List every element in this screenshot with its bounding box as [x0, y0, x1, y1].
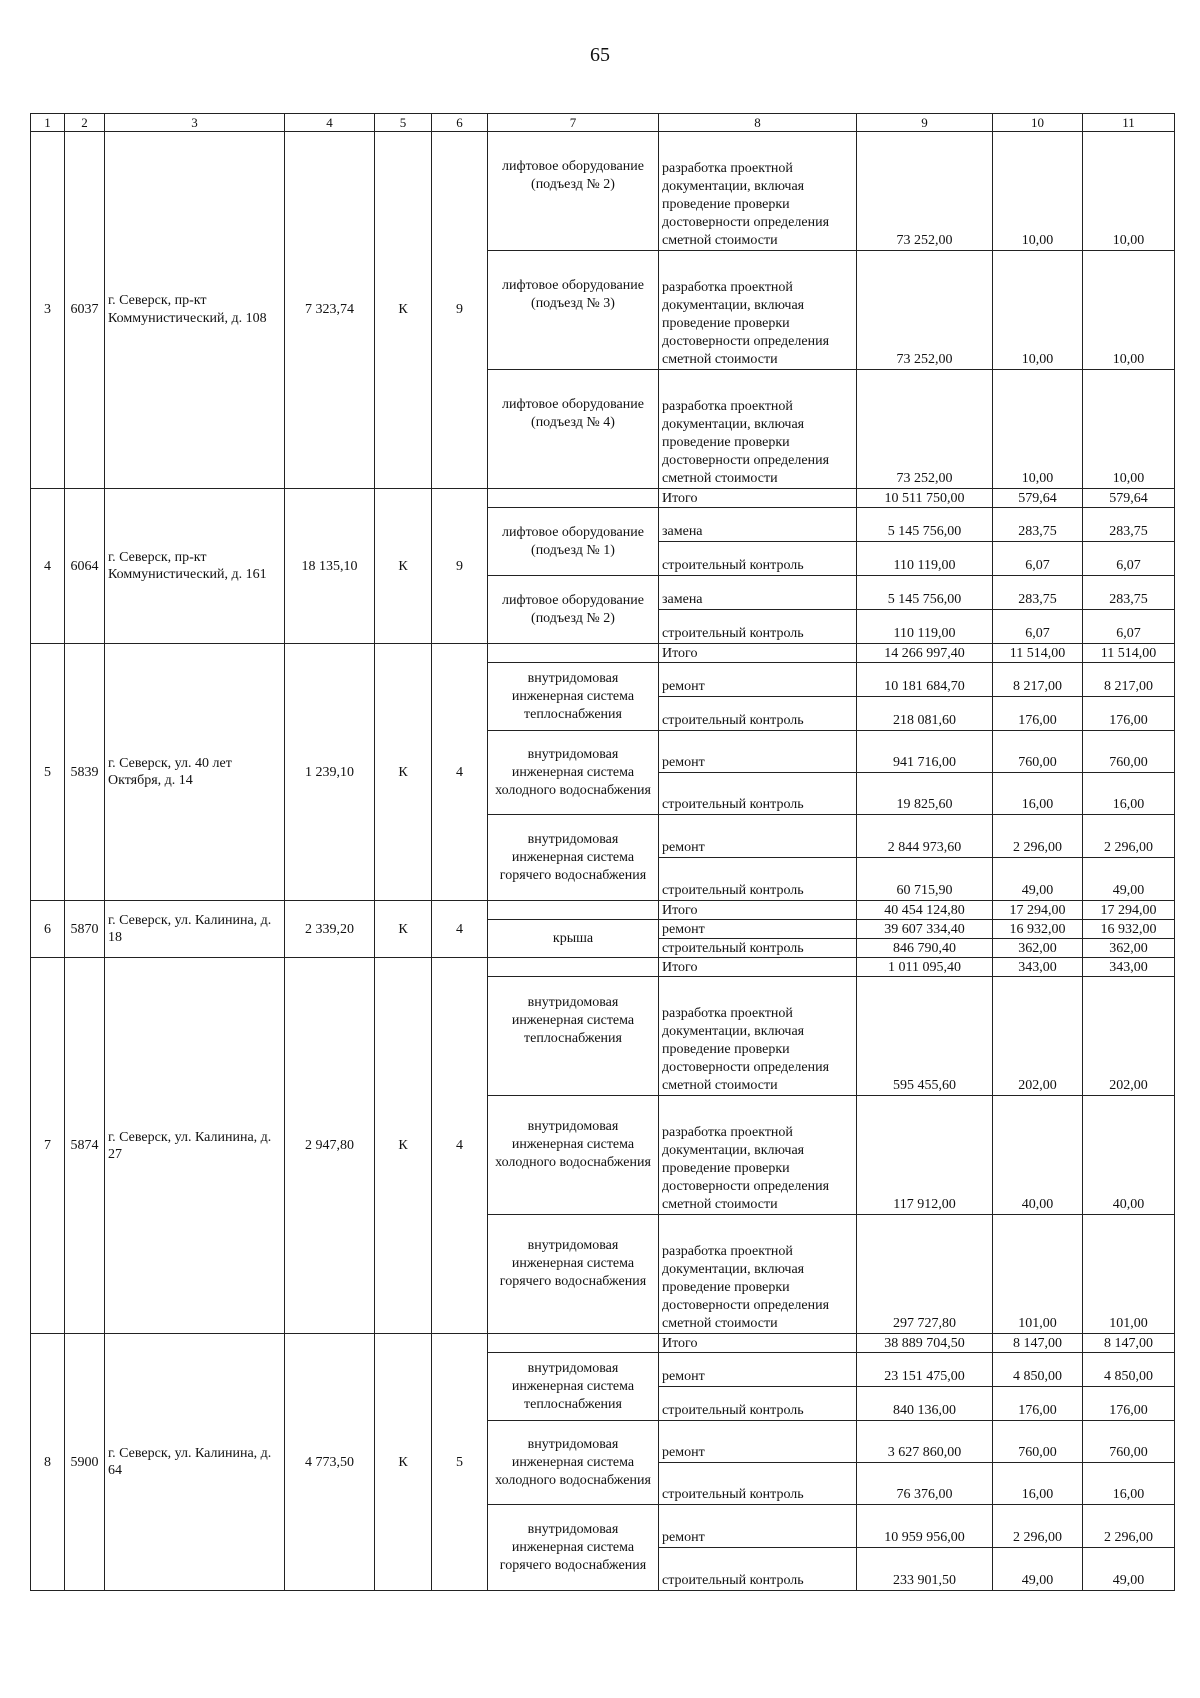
header-cell: 7	[488, 114, 659, 132]
value-11: 283,75	[1083, 576, 1175, 610]
value-10: 10,00	[993, 251, 1083, 370]
header-cell: 3	[105, 114, 285, 132]
work-type: замена	[659, 508, 857, 542]
work-type: разработка проектной документации, включая проведение проверки достоверности определения сметной стоимости	[659, 370, 857, 489]
element: внутридомовая инженерная система теплоснабжения	[488, 663, 659, 731]
cost: 110 119,00	[857, 610, 993, 644]
element: внутридомовая инженерная система теплоснабжения	[488, 1353, 659, 1421]
value-11: 16 932,00	[1083, 920, 1175, 939]
cost: 10 959 956,00	[857, 1505, 993, 1548]
area: 4 773,50	[285, 1334, 375, 1591]
row-number: 4	[31, 489, 65, 644]
value-10: 760,00	[993, 1421, 1083, 1463]
value-11: 2 296,00	[1083, 815, 1175, 858]
work-type: ремонт	[659, 1353, 857, 1387]
building-type: К	[375, 644, 432, 901]
value-10: 283,75	[993, 508, 1083, 542]
value-11: 760,00	[1083, 731, 1175, 773]
value-10: 49,00	[993, 858, 1083, 901]
total-value-11: 11 514,00	[1083, 644, 1175, 663]
cost: 218 081,60	[857, 697, 993, 731]
house-code: 5874	[65, 958, 105, 1334]
house-code: 6037	[65, 132, 105, 489]
value-11: 2 296,00	[1083, 1505, 1175, 1548]
cost: 23 151 475,00	[857, 1353, 993, 1387]
total-value-10: 8 147,00	[993, 1334, 1083, 1353]
floors: 9	[432, 489, 488, 644]
value-11: 176,00	[1083, 697, 1175, 731]
value-10: 101,00	[993, 1215, 1083, 1334]
value-10: 362,00	[993, 939, 1083, 958]
work-type: строительный контроль	[659, 1387, 857, 1421]
work-type: ремонт	[659, 1421, 857, 1463]
value-11: 10,00	[1083, 132, 1175, 251]
total-cost: 10 511 750,00	[857, 489, 993, 508]
work-type: разработка проектной документации, включая проведение проверки достоверности определения сметной стоимости	[659, 1215, 857, 1334]
total-label: Итого	[659, 958, 857, 977]
work-type: строительный контроль	[659, 1548, 857, 1591]
value-10: 10,00	[993, 132, 1083, 251]
house-code: 5870	[65, 901, 105, 958]
area: 18 135,10	[285, 489, 375, 644]
area: 1 239,10	[285, 644, 375, 901]
header-row	[31, 114, 1175, 132]
header-cell: 10	[993, 114, 1083, 132]
value-10: 8 217,00	[993, 663, 1083, 697]
element: лифтовое оборудование (подъезд № 4)	[488, 370, 659, 489]
row-number: 6	[31, 901, 65, 958]
element: лифтовое оборудование (подъезд № 1)	[488, 508, 659, 576]
cost: 10 181 684,70	[857, 663, 993, 697]
building-type: К	[375, 958, 432, 1334]
cost: 73 252,00	[857, 251, 993, 370]
value-11: 4 850,00	[1083, 1353, 1175, 1387]
cost: 117 912,00	[857, 1096, 993, 1215]
total-value-11: 579,64	[1083, 489, 1175, 508]
value-11: 362,00	[1083, 939, 1175, 958]
total-row	[31, 901, 1175, 920]
value-10: 6,07	[993, 542, 1083, 576]
cost: 110 119,00	[857, 542, 993, 576]
house-code: 5900	[65, 1334, 105, 1591]
value-10: 16 932,00	[993, 920, 1083, 939]
value-11: 6,07	[1083, 542, 1175, 576]
total-label: Итого	[659, 489, 857, 508]
element: внутридомовая инженерная система горячего водоснабжения	[488, 1505, 659, 1591]
total-value-10: 17 294,00	[993, 901, 1083, 920]
element: крыша	[488, 920, 659, 958]
element: внутридомовая инженерная система горячего водоснабжения	[488, 1215, 659, 1334]
header-cell: 8	[659, 114, 857, 132]
value-10: 6,07	[993, 610, 1083, 644]
cost: 39 607 334,40	[857, 920, 993, 939]
header-cell: 11	[1083, 114, 1175, 132]
header-cell: 9	[857, 114, 993, 132]
value-11: 40,00	[1083, 1096, 1175, 1215]
total-value-10: 11 514,00	[993, 644, 1083, 663]
address: г. Северск, ул. Калинина, д. 27	[105, 958, 285, 1334]
total-value-11: 8 147,00	[1083, 1334, 1175, 1353]
cost: 73 252,00	[857, 132, 993, 251]
element: лифтовое оборудование (подъезд № 2)	[488, 132, 659, 251]
work-type: ремонт	[659, 1505, 857, 1548]
house-code: 6064	[65, 489, 105, 644]
cost: 297 727,80	[857, 1215, 993, 1334]
address: г. Северск, ул. Калинина, д. 64	[105, 1334, 285, 1591]
work-type: строительный контроль	[659, 858, 857, 901]
cost: 5 145 756,00	[857, 576, 993, 610]
empty-cell	[488, 958, 659, 977]
header-cell: 6	[432, 114, 488, 132]
cost: 60 715,90	[857, 858, 993, 901]
table-row	[31, 132, 1175, 251]
total-value-10: 579,64	[993, 489, 1083, 508]
floors: 4	[432, 958, 488, 1334]
building-type: К	[375, 132, 432, 489]
total-label: Итого	[659, 901, 857, 920]
total-row	[31, 958, 1175, 977]
value-10: 16,00	[993, 773, 1083, 815]
cost: 73 252,00	[857, 370, 993, 489]
element: лифтовое оборудование (подъезд № 3)	[488, 251, 659, 370]
work-type: разработка проектной документации, включая проведение проверки достоверности определения сметной стоимости	[659, 251, 857, 370]
total-label: Итого	[659, 644, 857, 663]
floors: 5	[432, 1334, 488, 1591]
cost: 595 455,60	[857, 977, 993, 1096]
value-10: 176,00	[993, 1387, 1083, 1421]
element: лифтовое оборудование (подъезд № 2)	[488, 576, 659, 644]
header-cell: 5	[375, 114, 432, 132]
value-11: 10,00	[1083, 370, 1175, 489]
element: внутридомовая инженерная система теплоснабжения	[488, 977, 659, 1096]
value-10: 4 850,00	[993, 1353, 1083, 1387]
total-value-11: 17 294,00	[1083, 901, 1175, 920]
row-number: 8	[31, 1334, 65, 1591]
work-type: ремонт	[659, 663, 857, 697]
work-type: ремонт	[659, 731, 857, 773]
work-type: замена	[659, 576, 857, 610]
element: внутридомовая инженерная система холодного водоснабжения	[488, 1421, 659, 1505]
row-number: 3	[31, 132, 65, 489]
value-11: 49,00	[1083, 858, 1175, 901]
cost: 3 627 860,00	[857, 1421, 993, 1463]
work-type: строительный контроль	[659, 697, 857, 731]
address: г. Северск, пр-кт Коммунистический, д. 108	[105, 132, 285, 489]
cost: 941 716,00	[857, 731, 993, 773]
empty-cell	[488, 489, 659, 508]
total-cost: 40 454 124,80	[857, 901, 993, 920]
address: г. Северск, ул. 40 лет Октября, д. 14	[105, 644, 285, 901]
area: 2 339,20	[285, 901, 375, 958]
value-10: 283,75	[993, 576, 1083, 610]
value-10: 176,00	[993, 697, 1083, 731]
element: внутридомовая инженерная система горячего водоснабжения	[488, 815, 659, 901]
floors: 4	[432, 644, 488, 901]
total-row	[31, 1334, 1175, 1353]
value-11: 176,00	[1083, 1387, 1175, 1421]
value-10: 49,00	[993, 1548, 1083, 1591]
total-value-11: 343,00	[1083, 958, 1175, 977]
house-code: 5839	[65, 644, 105, 901]
work-type: строительный контроль	[659, 939, 857, 958]
value-11: 16,00	[1083, 1463, 1175, 1505]
cost: 233 901,50	[857, 1548, 993, 1591]
building-type: К	[375, 489, 432, 644]
value-11: 202,00	[1083, 977, 1175, 1096]
row-number: 7	[31, 958, 65, 1334]
building-type: К	[375, 1334, 432, 1591]
row-number: 5	[31, 644, 65, 901]
cost: 846 790,40	[857, 939, 993, 958]
total-cost: 1 011 095,40	[857, 958, 993, 977]
work-type: ремонт	[659, 920, 857, 939]
value-10: 10,00	[993, 370, 1083, 489]
work-type: разработка проектной документации, включая проведение проверки достоверности определения сметной стоимости	[659, 977, 857, 1096]
floors: 4	[432, 901, 488, 958]
cost: 76 376,00	[857, 1463, 993, 1505]
empty-cell	[488, 1334, 659, 1353]
element: внутридомовая инженерная система холодного водоснабжения	[488, 731, 659, 815]
header-cell: 1	[31, 114, 65, 132]
area: 7 323,74	[285, 132, 375, 489]
element: внутридомовая инженерная система холодного водоснабжения	[488, 1096, 659, 1215]
value-11: 49,00	[1083, 1548, 1175, 1591]
cost: 5 145 756,00	[857, 508, 993, 542]
value-11: 6,07	[1083, 610, 1175, 644]
address: г. Северск, ул. Калинина, д. 18	[105, 901, 285, 958]
total-row	[31, 644, 1175, 663]
total-cost: 38 889 704,50	[857, 1334, 993, 1353]
header-cell: 4	[285, 114, 375, 132]
value-10: 202,00	[993, 977, 1083, 1096]
value-11: 16,00	[1083, 773, 1175, 815]
cost: 19 825,60	[857, 773, 993, 815]
address: г. Северск, пр-кт Коммунистический, д. 161	[105, 489, 285, 644]
value-10: 2 296,00	[993, 1505, 1083, 1548]
total-row	[31, 489, 1175, 508]
work-type: строительный контроль	[659, 773, 857, 815]
building-type: К	[375, 901, 432, 958]
floors: 9	[432, 132, 488, 489]
value-11: 101,00	[1083, 1215, 1175, 1334]
total-label: Итого	[659, 1334, 857, 1353]
work-type: строительный контроль	[659, 1463, 857, 1505]
value-10: 760,00	[993, 731, 1083, 773]
work-type: ремонт	[659, 815, 857, 858]
work-type: строительный контроль	[659, 610, 857, 644]
work-type: разработка проектной документации, включая проведение проверки достоверности определения сметной стоимости	[659, 132, 857, 251]
work-type: разработка проектной документации, включая проведение проверки достоверности определения сметной стоимости	[659, 1096, 857, 1215]
value-10: 16,00	[993, 1463, 1083, 1505]
value-11: 10,00	[1083, 251, 1175, 370]
page-number: 65	[590, 44, 610, 66]
cost: 2 844 973,60	[857, 815, 993, 858]
area: 2 947,80	[285, 958, 375, 1334]
value-10: 40,00	[993, 1096, 1083, 1215]
value-10: 2 296,00	[993, 815, 1083, 858]
capital-repair-table	[30, 113, 1175, 1591]
total-value-10: 343,00	[993, 958, 1083, 977]
cost: 840 136,00	[857, 1387, 993, 1421]
value-11: 283,75	[1083, 508, 1175, 542]
empty-cell	[488, 644, 659, 663]
value-11: 760,00	[1083, 1421, 1175, 1463]
total-cost: 14 266 997,40	[857, 644, 993, 663]
header-cell: 2	[65, 114, 105, 132]
value-11: 8 217,00	[1083, 663, 1175, 697]
empty-cell	[488, 901, 659, 920]
work-type: строительный контроль	[659, 542, 857, 576]
